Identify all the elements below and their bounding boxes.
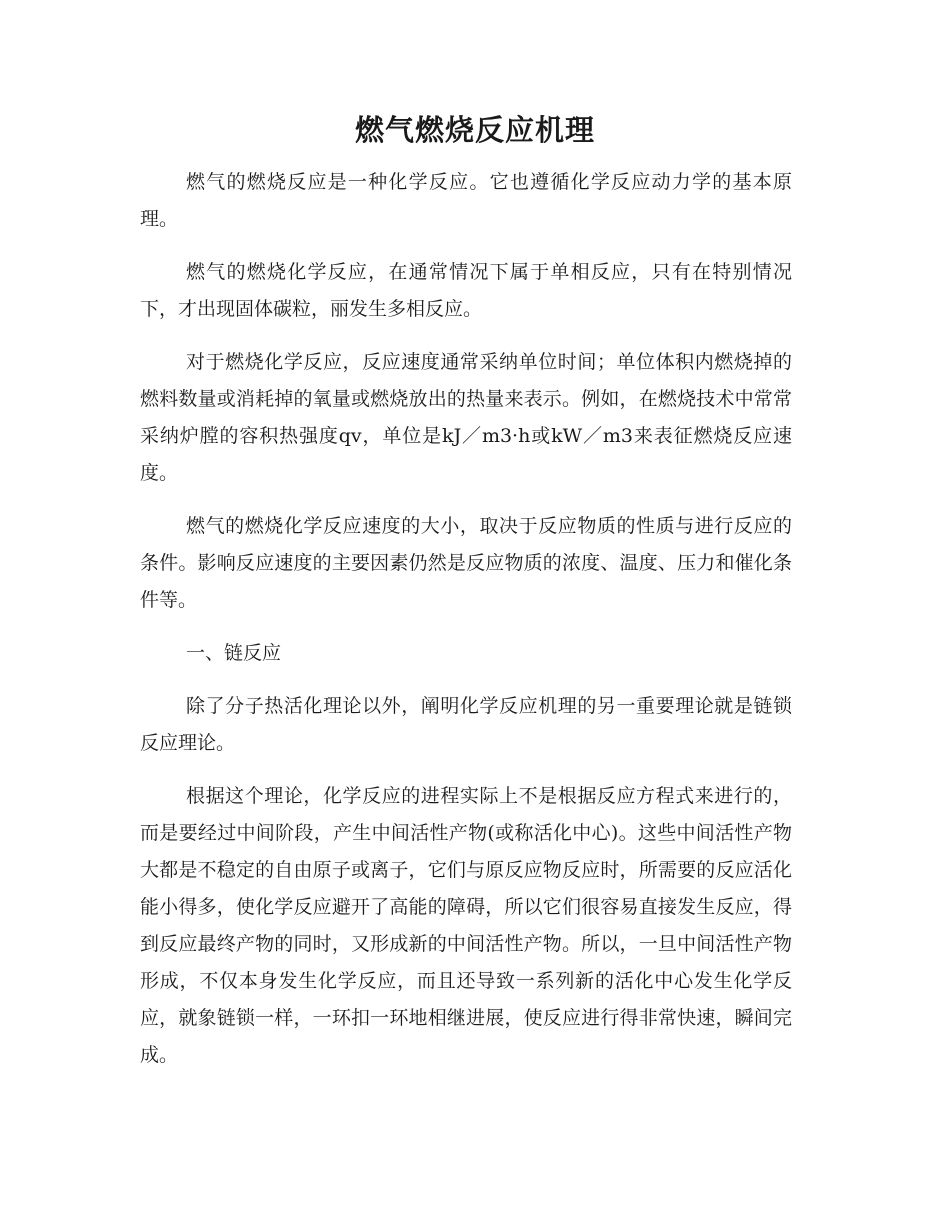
paragraph-reaction-rate: 对于燃烧化学反应，反应速度通常采纳单位时间；单位体积内燃烧掉的燃料数量或消耗掉的氧量或燃烧放出的热量来表示。例如，在燃烧技术中常常采纳炉膛的容积热强度qv，单位是kJ／m3·h或kW／m3来表征燃烧反应速度。 (140, 351, 792, 484)
paragraph-chain-mechanism: 根据这个理论，化学反应的进程实际上不是根据反应方程式来进行的，而是要经过中间阶段，产生中间活性产物(或称活化中心)。这些中间活性产物大都是不稳定的自由原子或离子，它们与原反应物反应时，所需要的反应活化能小得多，使化学反应避开了高能的障碍，所以它们很容易直接发生反应，得到反应最终产物的同时，又形成新的中间活性产物。所以，一旦中间活性产物形成，不仅本身发生化学反应，而且还导致一系列新的活化中心发生化学反应，就象链锁一样，一环扣一环地相继进展，使反应进行得非常快速，瞬间完成。 (140, 785, 792, 1066)
paragraph-rate-factors: 燃气的燃烧化学反应速度的大小，取决于反应物质的性质与进行反应的条件。影响反应速度的主要因素仍然是反应物质的浓度、温度、压力和催化条件等。 (140, 515, 792, 611)
paragraph-single-phase: 燃气的燃烧化学反应，在通常情况下属于单相反应，只有在特别情况下，才出现固体碳粒，丽发生多相反应。 (140, 261, 792, 320)
document-title: 燃气燃烧反应机理 (354, 113, 595, 147)
paragraph-intro: 燃气的燃烧反应是一种化学反应。它也遵循化学反应动力学的基本原理。 (140, 171, 792, 230)
section-heading-chain-reaction: 一、链反应 (186, 642, 282, 664)
document-body (140, 164, 792, 1090)
paragraph-chain-theory: 除了分子热活化理论以外，阐明化学反应机理的另一重要理论就是链锁反应理论。 (140, 695, 792, 754)
